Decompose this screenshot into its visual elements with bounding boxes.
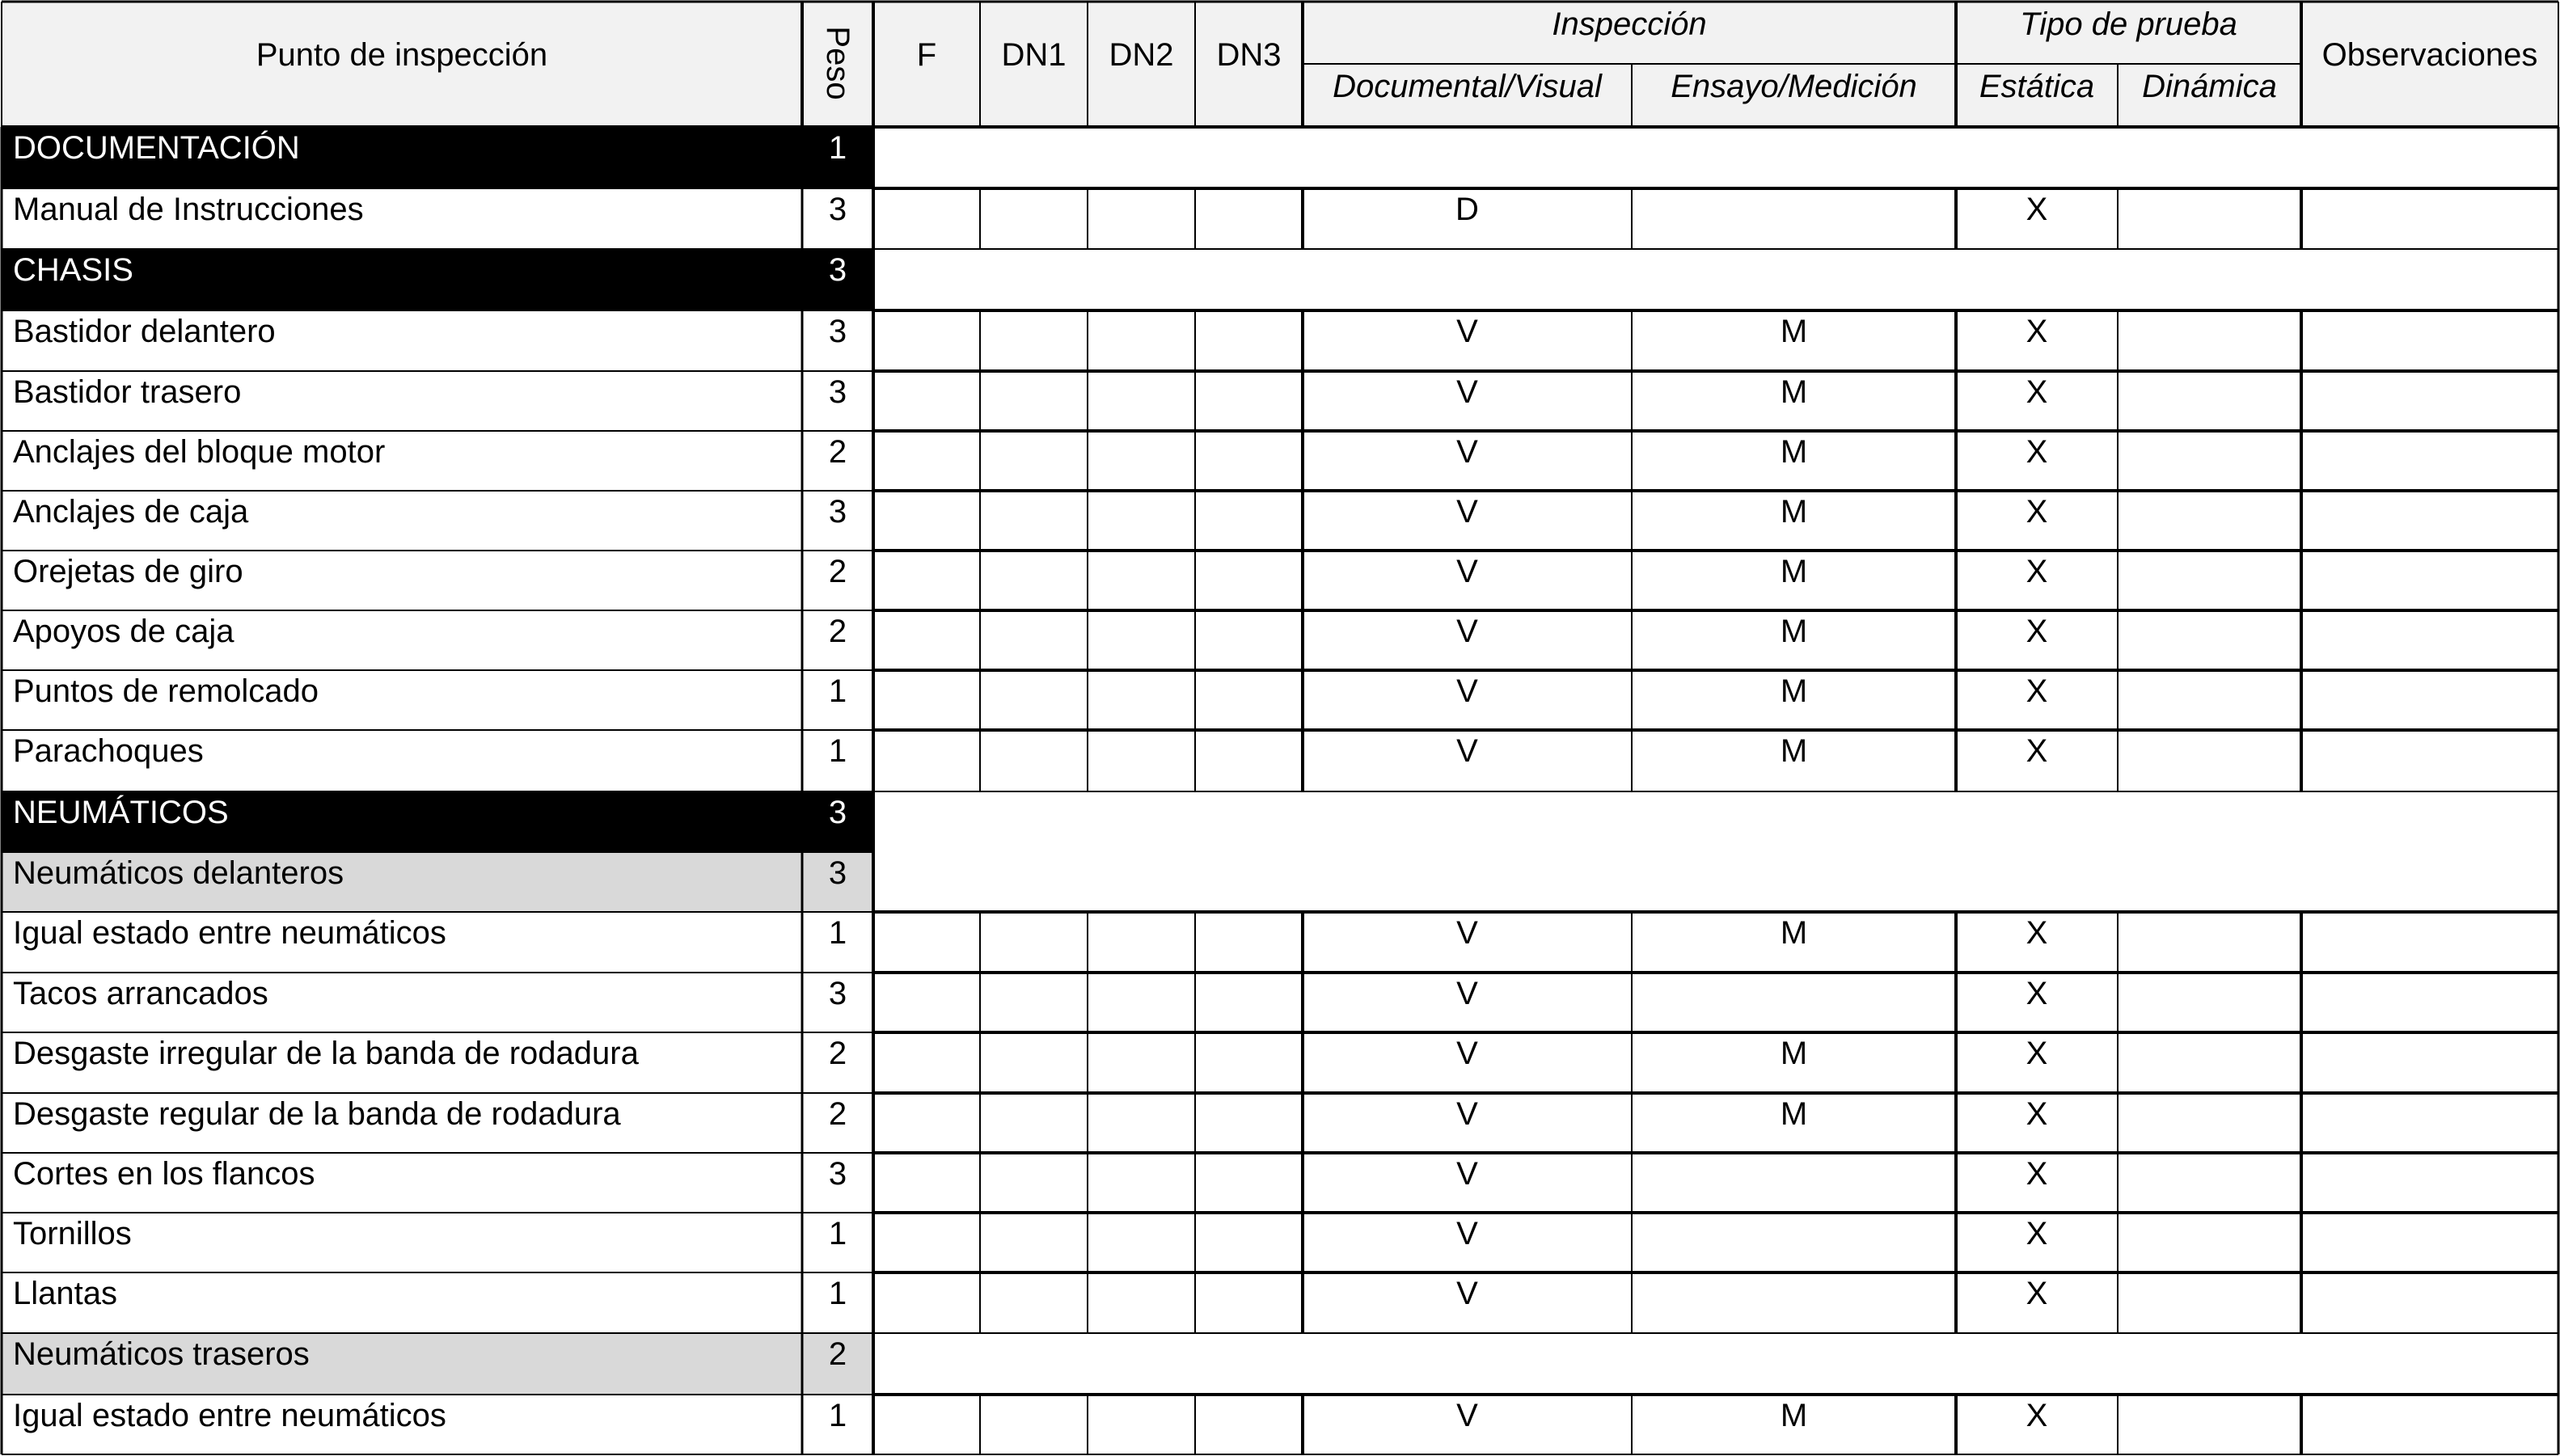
- cell-dv[interactable]: V: [1456, 1156, 1478, 1192]
- header-dinamica: Dinámica: [2142, 69, 2277, 104]
- header-dn1: DN1: [1001, 37, 1067, 73]
- subsection-row-peso: 2: [828, 1336, 847, 1372]
- cell-est[interactable]: X: [2026, 976, 2048, 1011]
- section-row-label: DOCUMENTACIÓN: [13, 130, 300, 166]
- cell-dv[interactable]: V: [1456, 434, 1478, 470]
- cell-est[interactable]: X: [2026, 1276, 2048, 1311]
- section-row-label: CHASIS: [13, 252, 133, 288]
- item-row-label: Puntos de remolcado: [13, 673, 319, 709]
- cell-est[interactable]: X: [2026, 733, 2048, 769]
- cell-dv[interactable]: V: [1456, 314, 1478, 349]
- header-dn2: DN2: [1109, 37, 1174, 73]
- cell-em[interactable]: M: [1780, 1398, 1808, 1433]
- cell-em[interactable]: M: [1780, 554, 1808, 589]
- cell-est[interactable]: X: [2026, 673, 2048, 709]
- item-row-peso: 3: [828, 976, 847, 1011]
- header-observaciones: Observaciones: [2321, 37, 2538, 73]
- item-row-label: Bastidor delantero: [13, 314, 276, 349]
- item-row-peso: 1: [828, 1276, 847, 1311]
- cell-dv[interactable]: D: [1455, 192, 1479, 227]
- section-row-peso: 3: [828, 795, 847, 830]
- cell-est[interactable]: X: [2026, 494, 2048, 530]
- item-row-label: Igual estado entre neumáticos: [13, 1398, 446, 1433]
- subsection-row-label: Neumáticos delanteros: [13, 855, 344, 891]
- cell-em[interactable]: M: [1780, 673, 1808, 709]
- item-row-peso: 3: [828, 314, 847, 349]
- cell-est[interactable]: X: [2026, 554, 2048, 589]
- cell-est[interactable]: X: [2026, 314, 2048, 349]
- subsection-row-label: Neumáticos traseros: [13, 1336, 310, 1372]
- cell-est[interactable]: X: [2026, 1036, 2048, 1071]
- cell-em[interactable]: M: [1780, 1096, 1808, 1132]
- cell-dv[interactable]: V: [1456, 1276, 1478, 1311]
- item-row-label: Apoyos de caja: [13, 614, 234, 649]
- cell-est[interactable]: X: [2026, 1156, 2048, 1192]
- cell-est[interactable]: X: [2026, 915, 2048, 951]
- item-row-label: Manual de Instrucciones: [13, 192, 364, 227]
- cell-em[interactable]: M: [1780, 314, 1808, 349]
- cell-dv[interactable]: V: [1456, 673, 1478, 709]
- cell-dv[interactable]: V: [1456, 494, 1478, 530]
- cell-dv[interactable]: V: [1456, 1036, 1478, 1071]
- section-row-peso: 3: [828, 252, 847, 288]
- cell-em[interactable]: M: [1780, 1036, 1808, 1071]
- item-row-peso: 3: [828, 1156, 847, 1192]
- item-row-peso: 3: [828, 494, 847, 530]
- item-row-peso: 3: [828, 374, 847, 410]
- cell-em[interactable]: M: [1780, 915, 1808, 951]
- item-row-peso: 2: [828, 1096, 847, 1132]
- section-row-label: NEUMÁTICOS: [13, 795, 229, 830]
- cell-dv[interactable]: V: [1456, 1216, 1478, 1251]
- cell-est[interactable]: X: [2026, 614, 2048, 649]
- item-row-label: Cortes en los flancos: [13, 1156, 315, 1192]
- cell-dv[interactable]: V: [1456, 1096, 1478, 1132]
- item-row-peso: 2: [828, 434, 847, 470]
- cell-dv[interactable]: V: [1456, 1398, 1478, 1433]
- cell-dv[interactable]: V: [1456, 614, 1478, 649]
- item-row-peso: 2: [828, 614, 847, 649]
- item-row-peso: 2: [828, 1036, 847, 1071]
- cell-dv[interactable]: V: [1456, 733, 1478, 769]
- header-f: F: [916, 37, 937, 73]
- item-row-peso: 1: [828, 915, 847, 951]
- cell-est[interactable]: X: [2026, 1398, 2048, 1433]
- cell-em[interactable]: M: [1780, 494, 1808, 530]
- item-row-peso: 1: [828, 733, 847, 769]
- item-row-label: Bastidor trasero: [13, 374, 242, 410]
- item-row-label: Tacos arrancados: [13, 976, 268, 1011]
- item-row-label: Igual estado entre neumáticos: [13, 915, 446, 951]
- item-row-label: Desgaste regular de la banda de rodadura: [13, 1096, 621, 1132]
- item-row-peso: 1: [828, 1398, 847, 1433]
- cell-em[interactable]: M: [1780, 374, 1808, 410]
- item-row-label: Llantas: [13, 1276, 117, 1311]
- cell-em[interactable]: M: [1780, 733, 1808, 769]
- cell-est[interactable]: X: [2026, 1216, 2048, 1251]
- item-row-label: Anclajes del bloque motor: [13, 434, 386, 470]
- cell-dv[interactable]: V: [1456, 915, 1478, 951]
- cell-est[interactable]: X: [2026, 374, 2048, 410]
- cell-dv[interactable]: V: [1456, 976, 1478, 1011]
- header-ensayo-medicion: Ensayo/Medición: [1671, 69, 1917, 104]
- cell-em[interactable]: M: [1780, 434, 1808, 470]
- item-row-label: Desgaste irregular de la banda de rodadura: [13, 1036, 639, 1071]
- cell-est[interactable]: X: [2026, 192, 2048, 227]
- cell-em[interactable]: M: [1780, 614, 1808, 649]
- header-inspeccion: Inspección: [1552, 6, 1707, 42]
- item-row-peso: 1: [828, 1216, 847, 1251]
- subsection-row-peso: 3: [828, 855, 847, 891]
- item-row-peso: 1: [828, 673, 847, 709]
- item-row-peso: 3: [828, 192, 847, 227]
- cell-dv[interactable]: V: [1456, 374, 1478, 410]
- header-dn3: DN3: [1216, 37, 1282, 73]
- header-peso: Peso: [820, 26, 855, 100]
- cell-dv[interactable]: V: [1456, 554, 1478, 589]
- header-punto-inspeccion: Punto de inspección: [256, 37, 548, 73]
- item-row-label: Anclajes de caja: [13, 494, 249, 530]
- cell-est[interactable]: X: [2026, 434, 2048, 470]
- header-estatica: Estática: [1979, 69, 2095, 104]
- item-row-label: Orejetas de giro: [13, 554, 243, 589]
- header-documental-visual: Documental/Visual: [1333, 69, 1602, 104]
- section-row-peso: 1: [828, 130, 847, 166]
- cell-est[interactable]: X: [2026, 1096, 2048, 1132]
- item-row-peso: 2: [828, 554, 847, 589]
- item-row-label: Parachoques: [13, 733, 204, 769]
- item-row-label: Tornillos: [13, 1216, 132, 1251]
- header-tipo-prueba: Tipo de prueba: [2020, 6, 2237, 42]
